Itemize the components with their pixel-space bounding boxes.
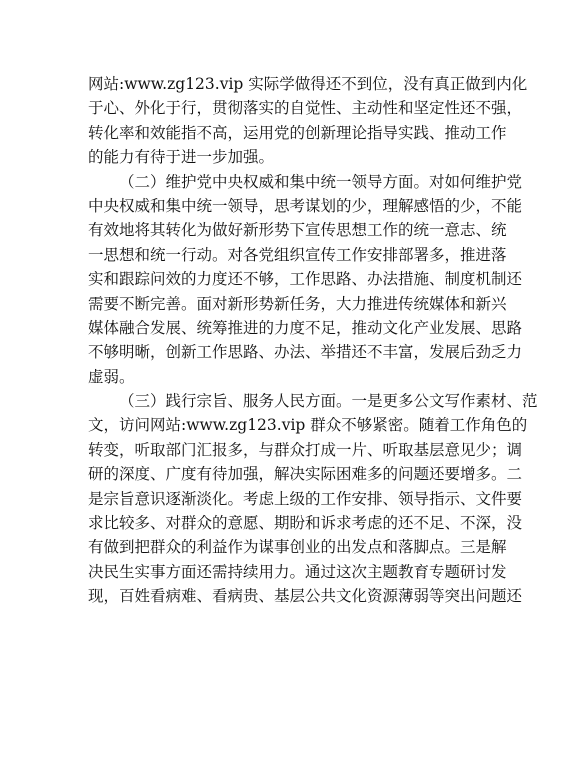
text-line: 转变，听取部门汇报多，与群众打成一片、听取基层意见少；调 [88, 440, 523, 459]
text-line: 决民生实事方面还需持续用力。通过这次主题教育专题研讨发 [88, 562, 507, 581]
text-line: 虚弱。 [88, 367, 135, 386]
text-line: 媒体融合发展、统筹推进的力度不足，推动文化产业发展、思路 [88, 318, 523, 337]
text-line: 实和跟踪问效的力度还不够，工作思路、办法措施、制度机制还 [88, 270, 523, 289]
text-line: 网站:www.zg123.vip 实际学做得还不到位，没有真正做到内化 [88, 75, 528, 93]
text-line: 现，百姓看病难、看病贵、基层公共文化资源薄弱等突出问题还 [88, 587, 523, 606]
text-line: 有效地将其转化为做好新形势下宣传思想工作的统一意志、统 [88, 221, 507, 240]
text-line: （三）践行宗旨、服务人民方面。一是更多公文写作素材、范 [119, 392, 538, 411]
text-line: 需要不断完善。面对新形势新任务，大力推进传统媒体和新兴 [88, 294, 507, 313]
text-line: 不够明晰，创新工作思路、办法、举措还不丰富，发展后劲乏力 [88, 343, 523, 362]
text-line: 于心、外化于行，贯彻落实的自觉性、主动性和坚定性还不强， [88, 99, 523, 118]
text-line: （二）维护党中央权威和集中统一领导方面。对如何维护党 [119, 172, 523, 191]
paragraph-1 [88, 72, 528, 170]
paragraph-3 [88, 389, 538, 609]
text-line: 是宗旨意识逐渐淡化。考虑上级的工作安排、领导指示、文件要 [88, 489, 523, 508]
document-body [88, 72, 538, 609]
paragraph-2 [88, 170, 523, 390]
text-line: 一思想和统一行动。对各党组织宣传工作安排部署多，推进落 [88, 245, 507, 264]
text-line: 中央权威和集中统一领导，思考谋划的少，理解感悟的少，不能 [88, 196, 523, 215]
text-line: 有做到把群众的利益作为谋事创业的出发点和落脚点。三是解 [88, 538, 507, 557]
text-line: 求比较多、对群众的意愿、期盼和诉求考虑的还不足、不深，没 [88, 514, 523, 533]
text-line: 文，访问网站:www.zg123.vip 群众不够紧密。随着工作角色的 [88, 416, 528, 435]
text-line: 的能力有待于进一步加强。 [88, 148, 275, 167]
text-line: 研的深度、广度有待加强，解决实际困难多的问题还要增多。二 [88, 465, 523, 484]
text-line: 转化率和效能指不高，运用党的创新理论指导实践、推动工作 [88, 123, 507, 142]
